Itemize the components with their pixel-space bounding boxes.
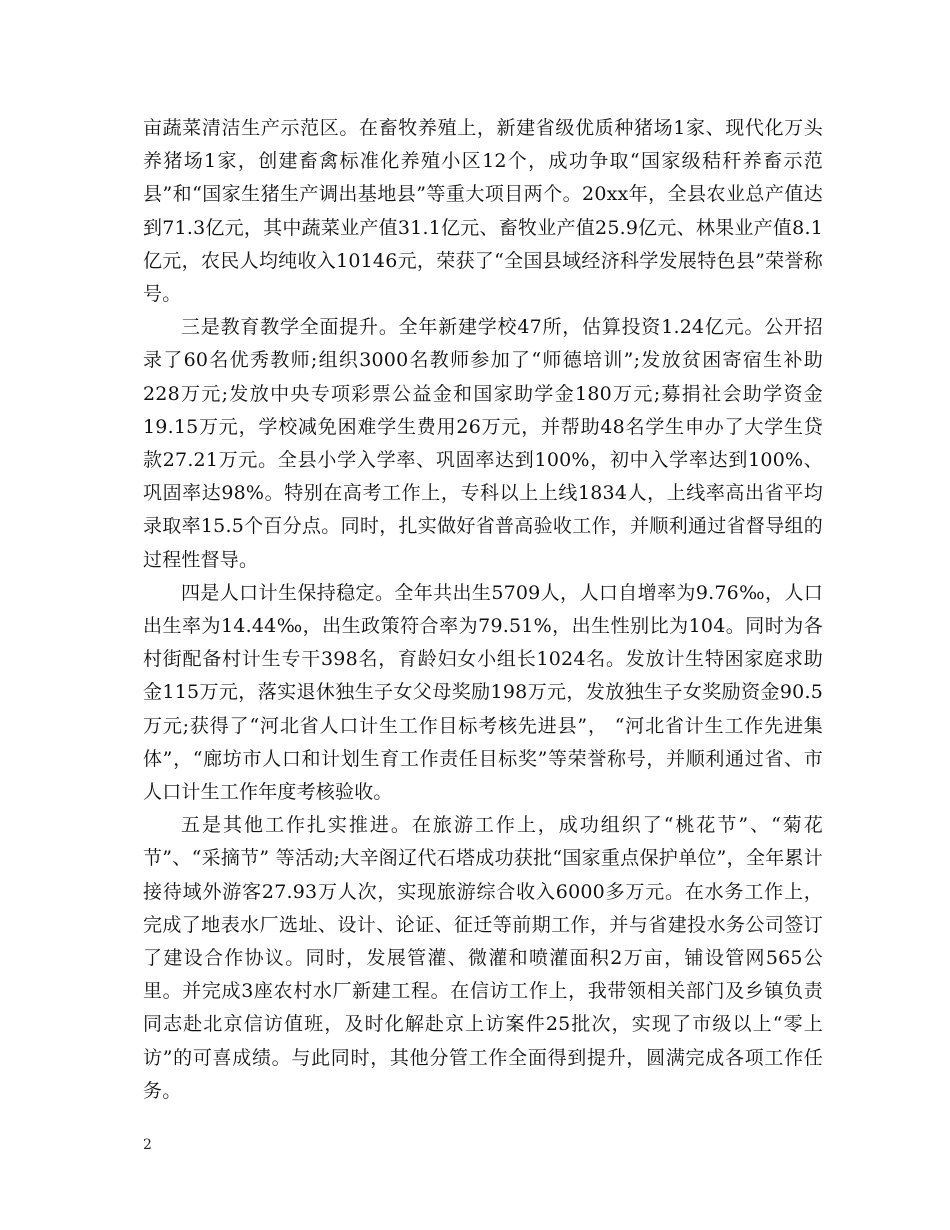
paragraph-other-work: 五是其他工作扎实推进。在旅游工作上，成功组织了“桃花节”、“菊花节”、“采摘节” 等活动;大辛阁辽代石塔成功获批“国家重点保护单位”，全年累计接待域外游客27.93万人次，实现旅游综合收入6000多万元。在水务工作上，完成了地表水厂选址、设计、论证、征迁等前期工作，并与省建投水务公司签订了建设合作协议。同时，发展管灌、微灌和喷灌面积2万亩，铺设管网565公里。并完成3座农村水厂新建工程。在信访工作上，我带领相关部门及乡镇负责同志赴北京信访值班，及时化解赴京上访案件25批次，实现了市级以上“零上访”的可喜成绩。与此同时，其他分管工作全面得到提升，圆满完成各项工作任务。 (143, 814, 823, 1102)
paragraph-education: 三是教育教学全面提升。全年新建学校47所，估算投资1.24亿元。公开招录了60名优秀教师;组织3000名教师参加了“师德培训”;发放贫困寄宿生补助228万元;发放中央专项彩票公益金和国家助学金180万元;募捐社会助学资金19.15万元，学校减免困难学生费用26万元，并帮助48名学生申办了大学生贷款27.21万元。全县小学入学率、巩固率达到100%，初中入学率达到100%、巩固率达98%。特别在高考工作上，专科以上上线1834人，上线率高出省平均录取率15.5个百分点。同时，扎实做好省普高验收工作，并顺利通过省督导组的过程性督导。 (143, 316, 823, 571)
paragraph-agriculture: 亩蔬菜清洁生产示范区。在畜牧养殖上，新建省级优质种猪场1家、现代化万头养猪场1家，创建畜禽标准化养殖小区12个，成功争取“国家级秸秆养畜示范县”和“国家生猪生产调出基地县”等重大项目两个。20xx年，全县农业总产值达到71.3亿元，其中蔬菜业产值31.1亿元、畜牧业产值25.9亿元、林果业产值8.1亿元，农民人均纯收入10146元，荣获了“全国县域经济科学发展特色县”荣誉称号。 (143, 117, 823, 306)
paragraph-population: 四是人口计生保持稳定。全年共出生5709人，人口自增率为9.76‰，人口出生率为14.44‰，出生政策符合率为79.51%，出生性别比为104。同时为各村街配备村计生专干398名，育龄妇女小组长1024名。发放计生特困家庭求助金115万元，落实退休独生子女父母奖励198万元，发放独生子女奖励资金90.5万元;获得了“河北省人口计生工作目标考核先进县”， “河北省计生工作先进集体”，“廊坊市人口和计划生育工作责任目标奖”等荣誉称号，并顺利通过省、市人口计生工作年度考核验收。 (143, 581, 823, 804)
body-text (143, 112, 823, 1108)
page-number: 2 (143, 1137, 152, 1153)
